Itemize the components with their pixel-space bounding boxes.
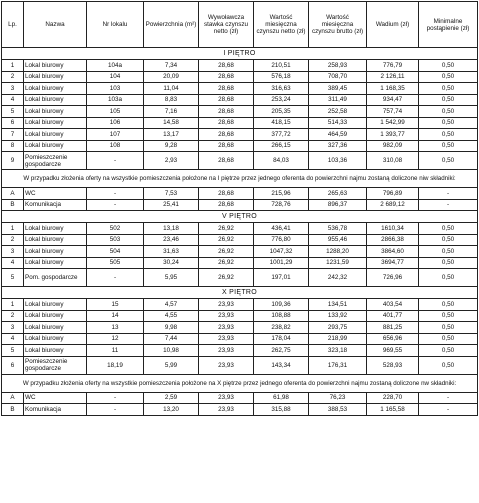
cell-net: 262,75 bbox=[254, 345, 309, 357]
cell-net: 315,88 bbox=[254, 404, 309, 416]
cell-lp: B bbox=[2, 404, 24, 416]
cell-unit: 104 bbox=[87, 71, 144, 83]
cell-min-step: 0,50 bbox=[419, 246, 478, 258]
cell-min-step: 0,50 bbox=[419, 223, 478, 235]
table-row bbox=[2, 345, 478, 357]
cell-area: 10,98 bbox=[144, 345, 199, 357]
extra-row bbox=[2, 404, 478, 416]
cell-net: 316,63 bbox=[254, 83, 309, 95]
header-gross: Wartość miesięczna czynszu brutto (zł) bbox=[309, 2, 367, 48]
cell-net: 418,15 bbox=[254, 117, 309, 129]
header-min-step: Minimalne postąpienie (zł) bbox=[419, 2, 478, 48]
cell-unit: 13 bbox=[87, 322, 144, 334]
cell-gross: 1288,20 bbox=[309, 246, 367, 258]
cell-min-step: 0,50 bbox=[419, 322, 478, 334]
cell-net: 1001,29 bbox=[254, 257, 309, 269]
cell-name: Lokal biurowy bbox=[24, 234, 87, 246]
header-lp: Lp. bbox=[2, 2, 24, 48]
cell-area: 11,04 bbox=[144, 83, 199, 95]
header-name: Nazwa bbox=[24, 2, 87, 48]
cell-min-step: 0,50 bbox=[419, 152, 478, 170]
extra-row bbox=[2, 199, 478, 211]
cell-area: 7,16 bbox=[144, 106, 199, 118]
cell-name: Lokal biurowy bbox=[24, 322, 87, 334]
cell-lp: 4 bbox=[2, 94, 24, 106]
cell-deposit: 776,79 bbox=[367, 60, 419, 72]
cell-deposit: 934,47 bbox=[367, 94, 419, 106]
cell-net: 776,80 bbox=[254, 234, 309, 246]
cell-rate: 23,93 bbox=[199, 404, 254, 416]
cell-gross: 176,31 bbox=[309, 356, 367, 374]
header-rate: Wywoławcza stawka czynszu netto (zł) bbox=[199, 2, 254, 48]
cell-gross: 514,33 bbox=[309, 117, 367, 129]
cell-deposit: 3694,77 bbox=[367, 257, 419, 269]
cell-gross: 327,36 bbox=[309, 140, 367, 152]
cell-gross: 708,70 bbox=[309, 71, 367, 83]
cell-gross: 896,37 bbox=[309, 199, 367, 211]
cell-unit: - bbox=[87, 404, 144, 416]
cell-lp: 2 bbox=[2, 234, 24, 246]
cell-area: 5,95 bbox=[144, 269, 199, 287]
cell-gross: 133,92 bbox=[309, 310, 367, 322]
cell-unit: 103a bbox=[87, 94, 144, 106]
cell-min-step: 0,50 bbox=[419, 140, 478, 152]
cell-rate: 23,93 bbox=[199, 345, 254, 357]
cell-rate: 26,92 bbox=[199, 246, 254, 258]
cell-lp: 9 bbox=[2, 152, 24, 170]
cell-net: 108,88 bbox=[254, 310, 309, 322]
cell-net: 436,41 bbox=[254, 223, 309, 235]
cell-name: Lokal biurowy bbox=[24, 94, 87, 106]
cell-unit: 11 bbox=[87, 345, 144, 357]
cell-gross: 311,49 bbox=[309, 94, 367, 106]
cell-unit: - bbox=[87, 269, 144, 287]
table-row bbox=[2, 234, 478, 246]
cell-name: Lokal biurowy bbox=[24, 257, 87, 269]
cell-area: 7,34 bbox=[144, 60, 199, 72]
cell-gross: 388,53 bbox=[309, 404, 367, 416]
table-row bbox=[2, 223, 478, 235]
cell-deposit: 796,89 bbox=[367, 188, 419, 200]
cell-area: 23,46 bbox=[144, 234, 199, 246]
table-row bbox=[2, 257, 478, 269]
cell-unit: 504 bbox=[87, 246, 144, 258]
cell-net: 143,34 bbox=[254, 356, 309, 374]
cell-area: 8,83 bbox=[144, 94, 199, 106]
cell-area: 30,24 bbox=[144, 257, 199, 269]
cell-unit: 18,19 bbox=[87, 356, 144, 374]
table-row bbox=[2, 333, 478, 345]
cell-unit: 106 bbox=[87, 117, 144, 129]
cell-area: 9,28 bbox=[144, 140, 199, 152]
cell-rate: 23,93 bbox=[199, 392, 254, 404]
rental-offer-document bbox=[1, 1, 477, 501]
cell-deposit: 881,25 bbox=[367, 322, 419, 334]
extra-row bbox=[2, 188, 478, 200]
cell-name: Lokal biurowy bbox=[24, 333, 87, 345]
cell-unit: 108 bbox=[87, 140, 144, 152]
cell-min-step: 0,50 bbox=[419, 129, 478, 141]
cell-min-step: - bbox=[419, 404, 478, 416]
cell-gross: 218,99 bbox=[309, 333, 367, 345]
cell-deposit: 3864,60 bbox=[367, 246, 419, 258]
cell-deposit: 403,54 bbox=[367, 299, 419, 311]
cell-rate: 28,68 bbox=[199, 188, 254, 200]
cell-rate: 28,68 bbox=[199, 83, 254, 95]
cell-area: 4,55 bbox=[144, 310, 199, 322]
cell-area: 13,20 bbox=[144, 404, 199, 416]
cell-lp: 1 bbox=[2, 60, 24, 72]
cell-gross: 242,32 bbox=[309, 269, 367, 287]
cell-gross: 1231,59 bbox=[309, 257, 367, 269]
table-row bbox=[2, 106, 478, 118]
rental-table bbox=[1, 1, 478, 416]
cell-name: Lokal biurowy bbox=[24, 299, 87, 311]
cell-net: 215,96 bbox=[254, 188, 309, 200]
cell-lp: 6 bbox=[2, 356, 24, 374]
header-area: Powierzchnia (m²) bbox=[144, 2, 199, 48]
cell-lp: 1 bbox=[2, 299, 24, 311]
cell-area: 4,57 bbox=[144, 299, 199, 311]
cell-lp: 2 bbox=[2, 310, 24, 322]
cell-name: Komunikacja bbox=[24, 199, 87, 211]
cell-name: Lokal biurowy bbox=[24, 246, 87, 258]
cell-lp: 6 bbox=[2, 117, 24, 129]
table-row bbox=[2, 322, 478, 334]
cell-lp: A bbox=[2, 188, 24, 200]
cell-gross: 955,46 bbox=[309, 234, 367, 246]
cell-min-step: 0,50 bbox=[419, 60, 478, 72]
cell-name: Lokal biurowy bbox=[24, 140, 87, 152]
cell-lp: 5 bbox=[2, 269, 24, 287]
cell-name: Pom. gospodarcze bbox=[24, 269, 87, 287]
cell-min-step: 0,50 bbox=[419, 269, 478, 287]
section-title: I PIĘTRO bbox=[2, 48, 478, 60]
cell-rate: 26,92 bbox=[199, 257, 254, 269]
table-row bbox=[2, 356, 478, 374]
cell-area: 7,44 bbox=[144, 333, 199, 345]
table-row bbox=[2, 152, 478, 170]
cell-deposit: 528,93 bbox=[367, 356, 419, 374]
note-row bbox=[2, 374, 478, 392]
cell-gross: 464,59 bbox=[309, 129, 367, 141]
cell-gross: 536,78 bbox=[309, 223, 367, 235]
header-unit: Nr lokalu bbox=[87, 2, 144, 48]
table-row bbox=[2, 117, 478, 129]
cell-name: Lokal biurowy bbox=[24, 71, 87, 83]
section-title: V PIĘTRO bbox=[2, 211, 478, 223]
cell-unit: 505 bbox=[87, 257, 144, 269]
table-body bbox=[2, 48, 478, 416]
cell-min-step: 0,50 bbox=[419, 356, 478, 374]
header-row bbox=[2, 2, 478, 48]
cell-name: Lokal biurowy bbox=[24, 60, 87, 72]
cell-deposit: 1 168,35 bbox=[367, 83, 419, 95]
cell-lp: 4 bbox=[2, 257, 24, 269]
cell-name: Lokal biurowy bbox=[24, 117, 87, 129]
cell-rate: 23,93 bbox=[199, 299, 254, 311]
cell-min-step: 0,50 bbox=[419, 333, 478, 345]
table-row bbox=[2, 269, 478, 287]
cell-unit: 14 bbox=[87, 310, 144, 322]
cell-unit: 107 bbox=[87, 129, 144, 141]
cell-lp: 5 bbox=[2, 345, 24, 357]
cell-rate: 26,92 bbox=[199, 234, 254, 246]
cell-unit: 503 bbox=[87, 234, 144, 246]
cell-name: Lokal biurowy bbox=[24, 345, 87, 357]
cell-rate: 28,68 bbox=[199, 152, 254, 170]
cell-area: 7,53 bbox=[144, 188, 199, 200]
cell-rate: 26,92 bbox=[199, 223, 254, 235]
cell-gross: 323,18 bbox=[309, 345, 367, 357]
cell-area: 13,18 bbox=[144, 223, 199, 235]
cell-deposit: 401,77 bbox=[367, 310, 419, 322]
cell-area: 14,58 bbox=[144, 117, 199, 129]
cell-net: 109,36 bbox=[254, 299, 309, 311]
cell-deposit: 656,96 bbox=[367, 333, 419, 345]
cell-min-step: 0,50 bbox=[419, 299, 478, 311]
cell-min-step: - bbox=[419, 392, 478, 404]
cell-deposit: 2866,38 bbox=[367, 234, 419, 246]
cell-deposit: 1610,34 bbox=[367, 223, 419, 235]
cell-min-step: 0,50 bbox=[419, 117, 478, 129]
cell-net: 576,18 bbox=[254, 71, 309, 83]
cell-rate: 28,68 bbox=[199, 140, 254, 152]
cell-area: 25,41 bbox=[144, 199, 199, 211]
note-row bbox=[2, 170, 478, 188]
cell-lp: B bbox=[2, 199, 24, 211]
cell-area: 20,09 bbox=[144, 71, 199, 83]
cell-unit: - bbox=[87, 199, 144, 211]
cell-min-step: 0,50 bbox=[419, 106, 478, 118]
cell-name: Lokal biurowy bbox=[24, 83, 87, 95]
section-note: W przypadku złożenia oferty na wszystkie pomieszczenia położone na X piętrze przez jednego oferenta do powierzchni najmu zostaną doliczone nw składniki: bbox=[2, 374, 478, 392]
table-row bbox=[2, 310, 478, 322]
cell-min-step: 0,50 bbox=[419, 234, 478, 246]
cell-gross: 134,51 bbox=[309, 299, 367, 311]
cell-gross: 265,63 bbox=[309, 188, 367, 200]
table-row bbox=[2, 140, 478, 152]
cell-name: Komunikacja bbox=[24, 404, 87, 416]
cell-deposit: 757,74 bbox=[367, 106, 419, 118]
section-title-row bbox=[2, 48, 478, 60]
cell-lp: 4 bbox=[2, 333, 24, 345]
section-title-row bbox=[2, 287, 478, 299]
cell-gross: 103,36 bbox=[309, 152, 367, 170]
cell-unit: - bbox=[87, 188, 144, 200]
cell-deposit: 1 393,77 bbox=[367, 129, 419, 141]
cell-rate: 28,68 bbox=[199, 94, 254, 106]
cell-min-step: 0,50 bbox=[419, 71, 478, 83]
cell-rate: 23,93 bbox=[199, 333, 254, 345]
cell-lp: 7 bbox=[2, 129, 24, 141]
cell-name: WC bbox=[24, 188, 87, 200]
section-title: X PIĘTRO bbox=[2, 287, 478, 299]
cell-deposit: 969,55 bbox=[367, 345, 419, 357]
cell-name: Pomieszczenie gospodarcze bbox=[24, 356, 87, 374]
cell-lp: A bbox=[2, 392, 24, 404]
cell-unit: - bbox=[87, 392, 144, 404]
cell-min-step: 0,50 bbox=[419, 310, 478, 322]
header-net: Wartość miesięczna czynszu netto (zł) bbox=[254, 2, 309, 48]
cell-rate: 28,68 bbox=[199, 106, 254, 118]
cell-gross: 258,93 bbox=[309, 60, 367, 72]
cell-name: Lokal biurowy bbox=[24, 106, 87, 118]
cell-lp: 8 bbox=[2, 140, 24, 152]
cell-area: 2,93 bbox=[144, 152, 199, 170]
cell-deposit: 228,70 bbox=[367, 392, 419, 404]
cell-min-step: - bbox=[419, 188, 478, 200]
cell-net: 1047,32 bbox=[254, 246, 309, 258]
cell-unit: 104a bbox=[87, 60, 144, 72]
cell-unit: 502 bbox=[87, 223, 144, 235]
cell-net: 61,98 bbox=[254, 392, 309, 404]
cell-net: 197,01 bbox=[254, 269, 309, 287]
cell-rate: 28,68 bbox=[199, 60, 254, 72]
cell-rate: 28,68 bbox=[199, 71, 254, 83]
cell-name: Lokal biurowy bbox=[24, 310, 87, 322]
cell-deposit: 2 126,11 bbox=[367, 71, 419, 83]
table-row bbox=[2, 94, 478, 106]
table-row bbox=[2, 60, 478, 72]
cell-lp: 1 bbox=[2, 223, 24, 235]
cell-area: 2,59 bbox=[144, 392, 199, 404]
cell-gross: 252,58 bbox=[309, 106, 367, 118]
cell-name: Lokal biurowy bbox=[24, 129, 87, 141]
extra-row bbox=[2, 392, 478, 404]
cell-net: 238,82 bbox=[254, 322, 309, 334]
cell-area: 5,99 bbox=[144, 356, 199, 374]
cell-deposit: 982,09 bbox=[367, 140, 419, 152]
cell-deposit: 1 165,58 bbox=[367, 404, 419, 416]
cell-min-step: - bbox=[419, 199, 478, 211]
cell-gross: 76,23 bbox=[309, 392, 367, 404]
cell-gross: 389,45 bbox=[309, 83, 367, 95]
header-deposit: Wadium (zł) bbox=[367, 2, 419, 48]
cell-min-step: 0,50 bbox=[419, 345, 478, 357]
cell-lp: 3 bbox=[2, 246, 24, 258]
table-row bbox=[2, 246, 478, 258]
cell-unit: - bbox=[87, 152, 144, 170]
cell-deposit: 1 542,99 bbox=[367, 117, 419, 129]
table-row bbox=[2, 299, 478, 311]
cell-net: 84,03 bbox=[254, 152, 309, 170]
cell-unit: 103 bbox=[87, 83, 144, 95]
cell-min-step: 0,50 bbox=[419, 83, 478, 95]
cell-net: 266,15 bbox=[254, 140, 309, 152]
cell-rate: 26,92 bbox=[199, 269, 254, 287]
cell-area: 13,17 bbox=[144, 129, 199, 141]
section-note: W przypadku złożenia oferty na wszystkie pomieszczenia położone na I piętrze przez jednego oferenta do powierzchni najmu zostaną doliczone niw składniki: bbox=[2, 170, 478, 188]
cell-lp: 3 bbox=[2, 83, 24, 95]
cell-gross: 293,75 bbox=[309, 322, 367, 334]
section-title-row bbox=[2, 211, 478, 223]
cell-unit: 15 bbox=[87, 299, 144, 311]
cell-net: 253,24 bbox=[254, 94, 309, 106]
cell-area: 9,98 bbox=[144, 322, 199, 334]
cell-unit: 105 bbox=[87, 106, 144, 118]
table-row bbox=[2, 129, 478, 141]
cell-name: WC bbox=[24, 392, 87, 404]
cell-area: 31,63 bbox=[144, 246, 199, 258]
table-row bbox=[2, 83, 478, 95]
cell-lp: 2 bbox=[2, 71, 24, 83]
table-row bbox=[2, 71, 478, 83]
cell-unit: 12 bbox=[87, 333, 144, 345]
cell-rate: 23,93 bbox=[199, 322, 254, 334]
cell-deposit: 2 689,12 bbox=[367, 199, 419, 211]
cell-rate: 23,93 bbox=[199, 356, 254, 374]
cell-rate: 28,68 bbox=[199, 129, 254, 141]
cell-name: Lokal biurowy bbox=[24, 223, 87, 235]
cell-lp: 5 bbox=[2, 106, 24, 118]
cell-rate: 28,68 bbox=[199, 199, 254, 211]
cell-net: 728,76 bbox=[254, 199, 309, 211]
cell-net: 377,72 bbox=[254, 129, 309, 141]
cell-min-step: 0,50 bbox=[419, 257, 478, 269]
cell-net: 178,04 bbox=[254, 333, 309, 345]
cell-deposit: 310,08 bbox=[367, 152, 419, 170]
cell-min-step: 0,50 bbox=[419, 94, 478, 106]
cell-rate: 28,68 bbox=[199, 117, 254, 129]
cell-lp: 3 bbox=[2, 322, 24, 334]
cell-rate: 23,93 bbox=[199, 310, 254, 322]
cell-name: Pomieszczenie gospodarcze bbox=[24, 152, 87, 170]
cell-deposit: 726,96 bbox=[367, 269, 419, 287]
cell-net: 210,51 bbox=[254, 60, 309, 72]
cell-net: 205,35 bbox=[254, 106, 309, 118]
